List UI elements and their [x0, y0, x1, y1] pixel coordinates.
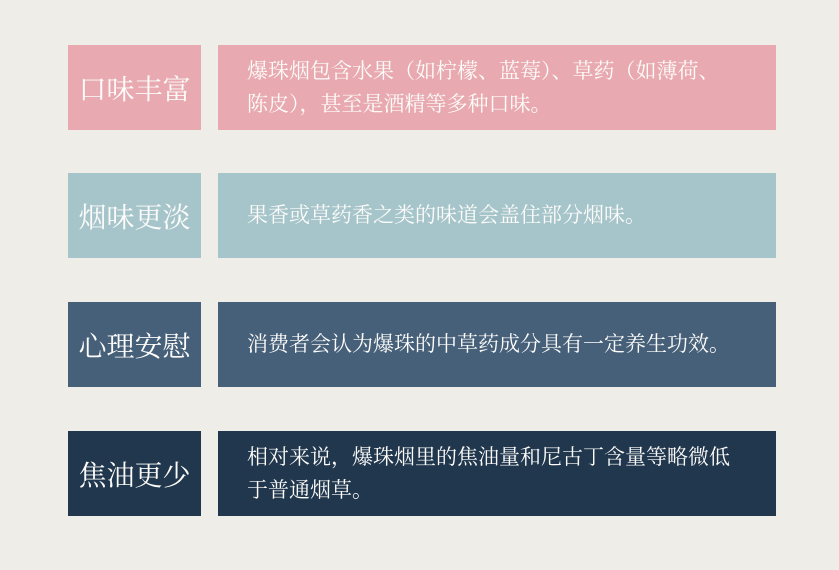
benefit-description-box-lighter-smoke [218, 173, 776, 258]
benefit-description-box-less-tar [218, 431, 776, 516]
benefit-description-text-flavor: 爆珠烟包含水果（如柠檬、蓝莓）、草药（如薄荷、陈皮），甚至是酒精等多种口味。 [247, 58, 720, 116]
benefit-row-lighter-smoke [68, 173, 776, 258]
benefit-row-psychological [68, 302, 776, 387]
benefit-description-text-psychological: 消费者会认为爆珠的中草药成分具有一定养生功效。 [247, 332, 730, 356]
benefit-description-box-flavor [218, 45, 776, 130]
benefit-label-less-tar: 焦油更少 [68, 431, 201, 516]
benefit-description-box-psychological [218, 302, 776, 387]
benefit-description-text-less-tar: 相对来说，爆珠烟里的焦油量和尼古丁含量等略微低于普通烟草。 [247, 444, 730, 502]
benefit-row-flavor [68, 45, 776, 130]
benefit-label-flavor: 口味丰富 [68, 45, 201, 130]
benefit-label-psychological: 心理安慰 [68, 302, 201, 387]
benefit-description-text-lighter-smoke: 果香或草药香之类的味道会盖住部分烟味。 [247, 203, 646, 227]
benefit-row-less-tar [68, 431, 776, 516]
benefit-label-lighter-smoke: 烟味更淡 [68, 173, 201, 258]
